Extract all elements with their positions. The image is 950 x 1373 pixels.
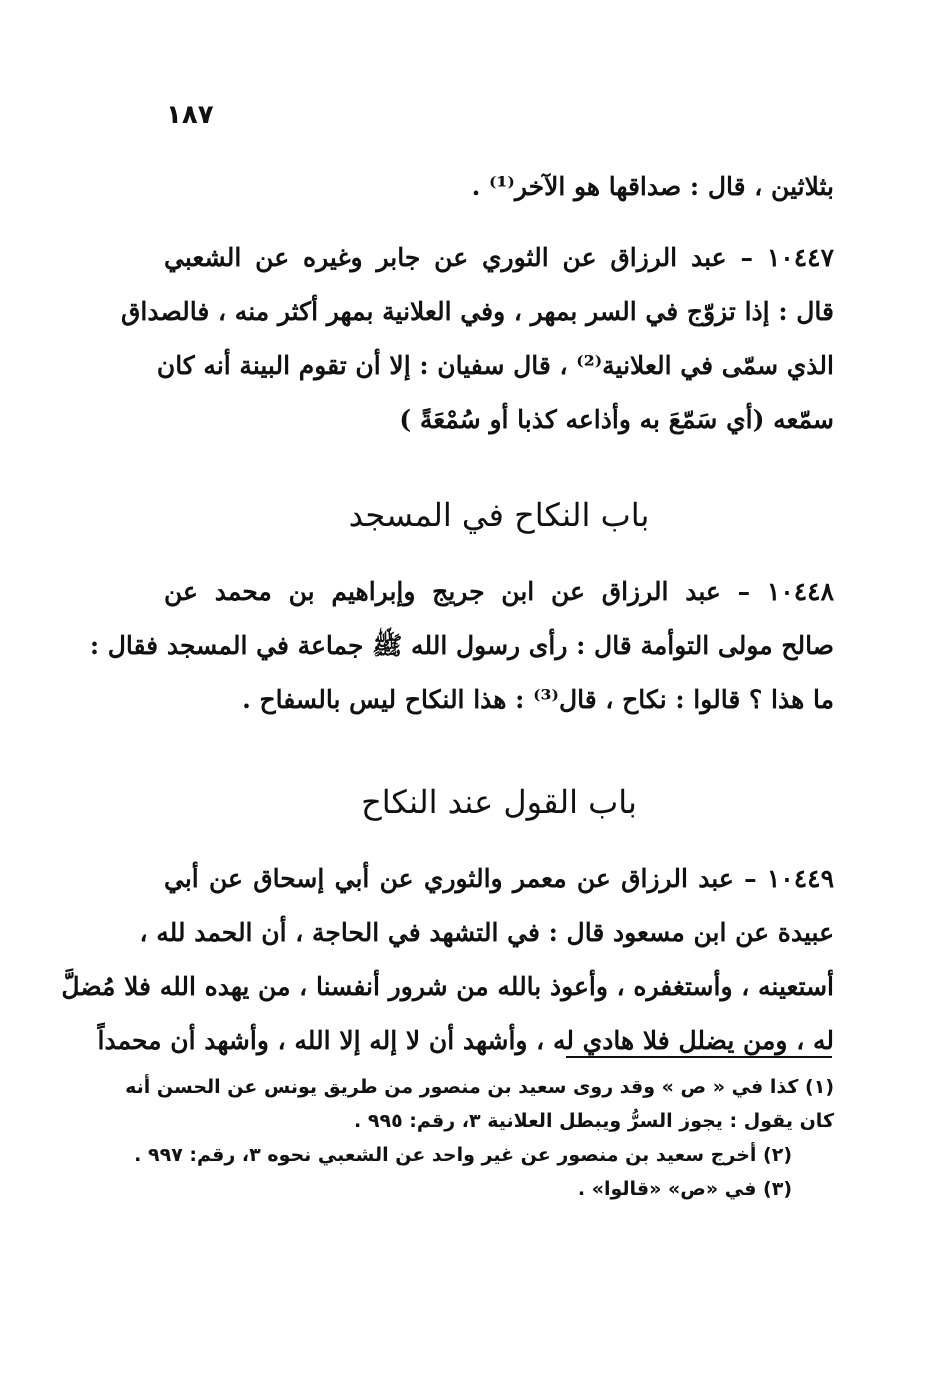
hadith-10448-line-1: ١٠٤٤٨ – عبد الرزاق عن ابن جريج وإبراهيم بن محمد عن [164,577,834,606]
hadith-10447-line-1: ١٠٤٤٧ – عبد الرزاق عن الثوري عن جابر وغيره عن الشعبي [164,243,834,272]
page-number: ١٨٧ [166,100,214,130]
footnotes [125,1070,834,1206]
hadith-10447-line-4: سمّعه (أي سَمّعَ به وأذاعه كذبا أو سُمْعَةً ) [399,405,834,434]
hadith-10448-line-3: ما هذا ؟ قالوا : نكاح ، قال⁽³⁾ : هذا النكاح ليس بالسفاح . [242,685,834,714]
hadith-10448-line-2: صالح مولى التوأمة قال : رأى رسول الله ﷺ جماعة في المسجد فقال : [89,631,834,660]
hadith-10449-line-1: ١٠٤٤٩ – عبد الرزاق عن معمر والثوري عن أبي إسحاق عن أبي [164,864,834,893]
footnote-1-line-1: (١) كذا في « ص » وقد روى سعيد بن منصور من طريق يونس عن الحسن أنه [125,1076,834,1098]
chapter-heading-words-at-marriage: باب القول عند النكاح [361,783,637,821]
hadith-10449-line-4: له ، ومن يضلل فلا هادي له ، وأشهد أن لا إله إلا الله ، وأشهد أن محمداً [97,1026,834,1055]
footnote-3: (٣) في «ص» «قالوا» . [577,1178,792,1200]
hadith-10447-line-2: قال : إذا تزوّج في السر بمهر ، وفي العلانية بمهر أكثر منه ، فالصداق [120,297,834,326]
footnote-1-line-2: كان يقول : يجوز السرُّ ويبطل العلانية ٣، رقم: ٩٩٥ . [354,1110,834,1132]
hadith-10447-line-3: الذي سمّى في العلانية⁽²⁾ ، قال سفيان : إلا أن تقوم البينة أنه كان [156,351,834,380]
hadith-10449-line-2: عبيدة عن ابن مسعود قال : في التشهد في الحاجة ، أن الحمد لله ، [139,918,834,947]
continuation-line-1: بثلاثين ، قال : صداقها هو الآخر⁽¹⁾ . [471,172,834,201]
continuation-paragraph [164,160,834,214]
hadith-10447 [120,231,834,447]
chapter-heading-marriage-in-mosque: باب النكاح في المسجد [348,496,650,534]
hadith-10449 [61,852,834,1068]
hadith-10448 [89,565,834,727]
footnote-2: (٢) أخرج سعيد بن منصور عن غير واحد عن الشعبي نحوه ٣، رقم: ٩٩٧ . [134,1144,792,1166]
hadith-10449-line-3: أستعينه ، وأستغفره ، وأعوذ بالله من شرور أنفسنا ، من يهده الله فلا مُضلَّ [61,972,834,1001]
footnote-divider [566,1056,832,1058]
